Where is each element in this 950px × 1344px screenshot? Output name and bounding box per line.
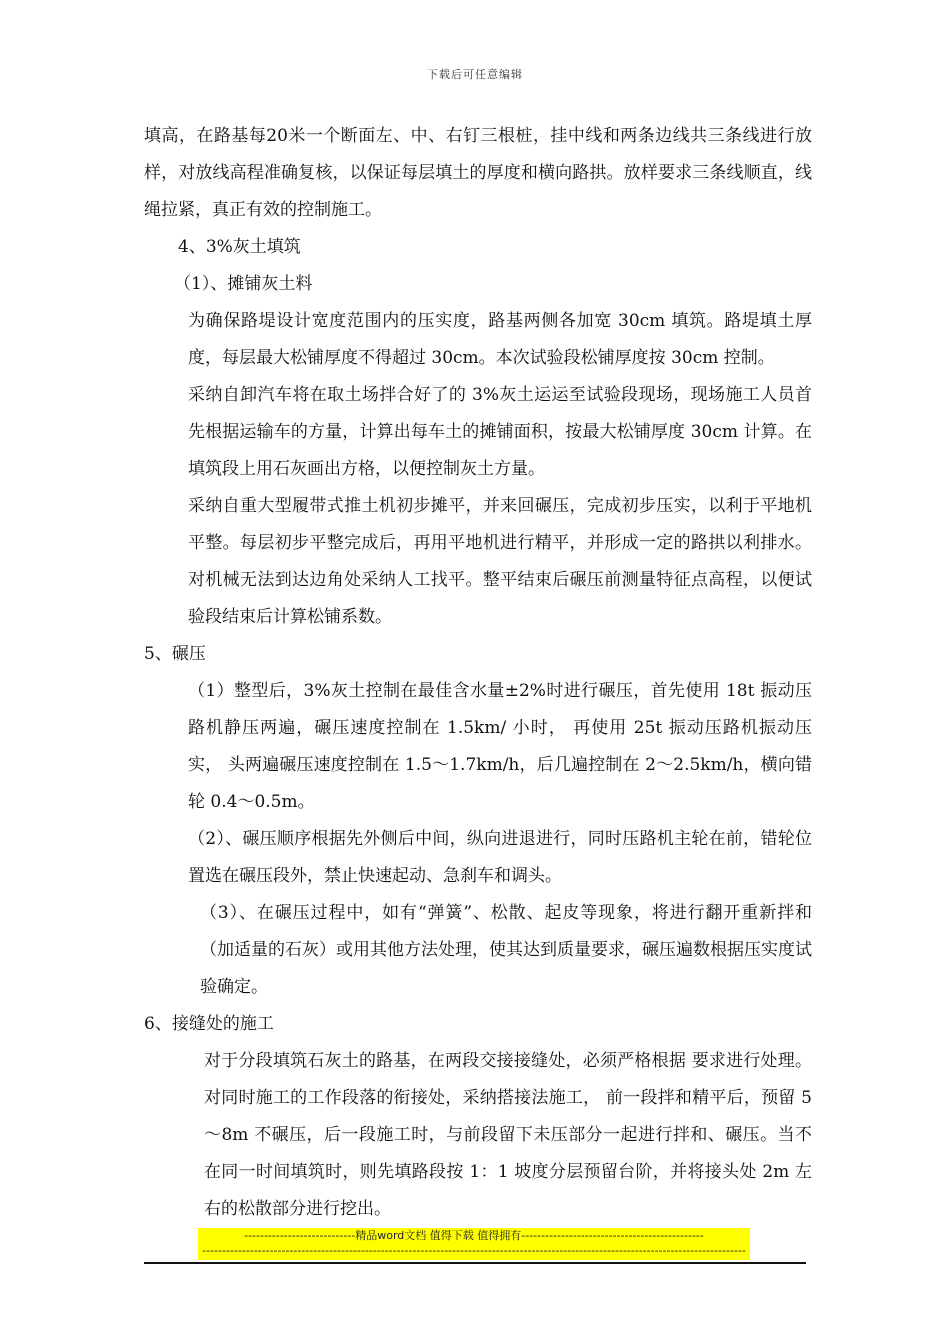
paragraph-leveling: 采纳自重大型履带式推土机初步摊平，并来回碾压，完成初步压实，以利于平地机平整。每层初步平整完成后，再用平地机进行精平，并形成一定的路拱以利排水。对机械无法到达边角处采纳人工找平。整平结束后碾压前测量特征点高程，以便试验段结束后计算松铺系数。: [188, 496, 812, 627]
section-heading-4: 4、3%灰土填筑: [178, 237, 301, 257]
paragraph-width: 为确保路堤设计宽度范围内的压实度，路基两侧各加宽 30cm 填筑。路堤填土厚度，每层最大松铺厚度不得超过 30cm。本次试验段松铺厚度按 30cm 控制。: [188, 311, 812, 368]
paragraph-compaction-2: （2）、碾压顺序根据先外侧后中间，纵向进退进行，同时压路机主轮在前，错轮位置选在碾压段外，禁止快速起动、急刹车和调头。: [188, 829, 812, 886]
footer-divider: [144, 1262, 806, 1264]
footer-banner-dashes: -----------------------------------------------------------------------------------------------------------------------------------------: [202, 1244, 746, 1257]
paragraph-continuation: 填高，在路基每20米一个断面左、中、右钉三根桩，挂中线和两条边线共三条线进行放样，对放线高程准确复核，以保证每层填土的厚度和横向路拱。放样要求三条线顺直，线绳拉紧，真正有效的控制施工。: [144, 126, 812, 220]
footer-highlight-banner: [198, 1228, 750, 1260]
section-heading-5: 5、碾压: [144, 644, 206, 664]
paragraph-compaction-3: （3）、在碾压过程中，如有“弹簧”、松散、起皮等现象，将进行翻开重新拌和（加适量的石灰）或用其他方法处理，使其达到质量要求，碾压遍数根据压实度试验确定。: [200, 903, 812, 997]
subsection-heading-4-1: （1）、摊铺灰土料: [174, 274, 313, 294]
paragraph-transport: 采纳自卸汽车将在取土场拌合好了的 3%灰土运运至试验段现场，现场施工人员首先根据运输车的方量，计算出每车土的摊铺面积，按最大松铺厚度 30cm 计算。在填筑段上用石灰画出方格，以便控制灰土方量。: [188, 385, 812, 479]
section-heading-6: 6、接缝处的施工: [144, 1014, 274, 1034]
document-body: [144, 118, 812, 1228]
paragraph-joints: 对于分段填筑石灰土的路基，在两段交接接缝处，必须严格根据 要求进行处理。对同时施工的工作段落的衔接处，采纳搭接法施工， 前一段拌和精平后，预留 5～8m 不碾压，后一段施工时，与前段留下未压部分一起进行拌和、碾压。当不在同一时间填筑时，则先填路段按 1：1 坡度分层预留台阶，并将接头处 2m 左右的松散部分进行挖出。: [204, 1051, 812, 1219]
footer-banner-text: ----------------------------精品word文档 值得下载 值得拥有----------------------------------------------: [244, 1229, 704, 1242]
paragraph-compaction-1: （1）整型后，3%灰土控制在最佳含水量±2%时进行碾压，首先使用 18t 振动压路机静压两遍，碾压速度控制在 1.5km/ 小时， 再使用 25t 振动压路机振动压实， 头两遍碾压速度控制在 1.5～1.7km/h，后几遍控制在 2～2.5km/h，横向错轮 0.4～0.5m。: [188, 681, 812, 812]
header-note: 下载后可任意编辑: [427, 68, 523, 81]
